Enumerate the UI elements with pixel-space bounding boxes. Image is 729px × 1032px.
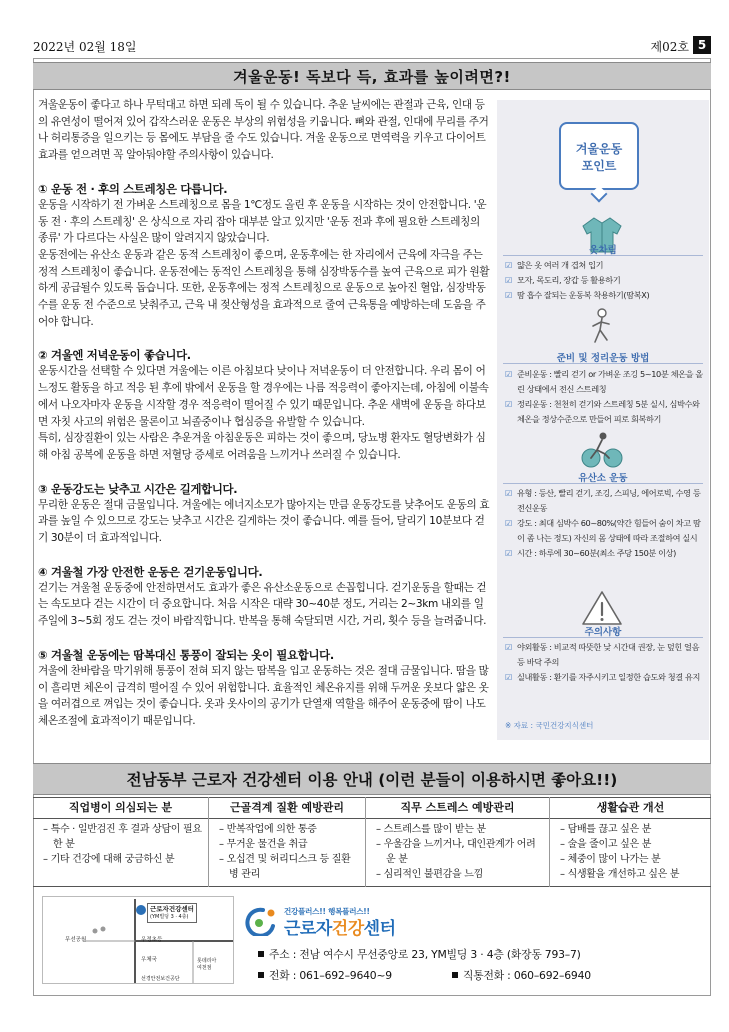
grid-item: – 스트레스를 많이 받는 분 (376, 824, 486, 835)
grid-column-lifestyle (550, 797, 711, 887)
center-address: 주소 : 전남 여수시 무선중앙로 23, YM빌딩 3 · 4층 (화장동 793–7) (258, 947, 581, 962)
grid-item: – 체중이 많이 나가는 분 (560, 854, 661, 865)
map-label: 무선공원 (65, 937, 87, 943)
sidebar-heading-warmup: 준비 및 정리운동 방법 (556, 353, 650, 364)
grid-body (209, 819, 365, 882)
winter-exercise-sidebar (497, 100, 709, 740)
grid-item: – 담배를 끊고 싶은 분 (560, 824, 652, 835)
grid-item: – 술을 줄이고 싶은 분 (560, 839, 652, 850)
bullet-icon (258, 951, 264, 957)
logo-name: 근로자건강센터 (284, 919, 396, 939)
section-heading: ③ 운동강도는 낮추고 시간은 길게합니다. (38, 481, 238, 496)
badge-line1: 겨울운동 (575, 142, 623, 156)
section-paragraph: 특히, 심장질환이 있는 사람은 추운겨울 아침운동은 피하는 것이 좋으며, 당뇨병 환자도 혈당변화가 심해 아침 공복에 운동을 하면 저혈당 증세로 어려움을 느끼거나 쓰러질 수 있습니다. (38, 432, 486, 461)
grid-body (550, 819, 711, 882)
badge-line2: 포인트 (581, 159, 617, 173)
list-item: ☑ 유형 : 등산, 빨리 걷기, 조깅, 스피닝, 에어로빅, 수영 등 전신운동 (505, 488, 701, 513)
grid-item: – 무거운 물건을 취급 (219, 839, 308, 850)
map-label: 여천점 (197, 965, 212, 971)
sidebar-source: ※ 자료 : 국민건강지식센터 (505, 721, 594, 730)
map-label: 롯데리아 (197, 958, 217, 964)
map-label: 선경안전보건공단 (141, 976, 180, 982)
check-icon: ☑ (505, 519, 512, 528)
grid-header: 직무 스트레스 예방관리 (366, 797, 549, 819)
map-label: 우체국 (141, 957, 157, 963)
check-icon: ☑ (505, 673, 512, 682)
check-icon: ☑ (505, 643, 512, 652)
center-phone: 전화 : 061–692–9640~9 (258, 968, 392, 983)
sidebar-heading-clothing: 옷차림 (589, 245, 617, 256)
grid-item: – 오십견 및 허리디스크 등 질환병 관리 (219, 854, 351, 880)
sidebar-rule (503, 483, 703, 484)
grid-item: – 심리적인 불편감을 느낌 (376, 869, 483, 880)
article-title: 겨울운동! 독보다 득, 효과를 높이려면?! (33, 62, 711, 90)
sidebar-heading-cautions: 주의사항 (584, 627, 622, 638)
check-icon: ☑ (505, 370, 512, 379)
warning-icon (579, 588, 625, 628)
list-item: ☑ 준비운동 : 빨리 걷기 or 가벼운 조깅 5~10분 체온을 올린 상태에서 전신 스트레칭 (505, 369, 703, 394)
grid-column-stress (366, 797, 550, 887)
list-item: ☑ 땀 흡수 잘되는 운동복 착용하기(땀복X) (505, 288, 705, 303)
section-paragraph: 운동을 시작하기 전 가벼운 스트레칭으로 몸을 1℃정도 올린 후 운동을 시작하는 것이 안전합니다. '운동 전 · 후의 스트레칭' 은 상식으로 자리 잡아 대부분 알고 있지만 '운동 전과 후에 필요한 스트레칭의 종류' 가 다르다는 사실은 많이 알려지지 않았습니다. (38, 198, 487, 245)
sidebar-list-warmup (505, 367, 705, 427)
check-icon: ☑ (505, 549, 512, 558)
stretching-person-icon (579, 306, 625, 346)
list-item: ☑ 얇은 옷 여러 개 겹쳐 입기 (505, 258, 705, 273)
article-intro: 겨울운동이 좋다고 하나 무턱대고 하면 되레 독이 될 수 있습니다. 추운 날씨에는 관절과 근육, 인대 등의 유연성이 떨어져 있어 갑작스러운 운동은 부상의 위험성을 키웁니다. 뼈와 관절, 인대에 무리를 주거나 허리통증을 일으키는 등 몸에도 부담을 줄 수도 있습니다. 겨울 운동으로 면역력을 키우고 다이어트 효과를 얻으려면 꼭 알아둬야할 주의사항이 있습니다. (38, 99, 489, 162)
center-logo-icon (243, 906, 277, 936)
section-paragraph: 운동시간을 선택할 수 있다면 겨울에는 이른 아침보다 낮이나 저녁운동이 더 안전합니다. 우리 몸이 어느정도 활동을 하고 적응 된 후에 밖에서 운동을 할 경우에는 나름 적응력이 좋아지는데, 아침에 이불속에서 나오자마자 운동을 시작할 경우 적응력이 떨어질 수 있기 때문입니다. 추운 새벽에 운동을 하다보면 자칫 사고의 위험은 물론이고 뇌졸중이나 협심증을 유발할 수 있습니다. (38, 365, 489, 428)
check-icon: ☑ (505, 489, 512, 498)
grid-body (366, 819, 549, 882)
grid-item: – 반복작업에 의한 통증 (219, 824, 317, 835)
issue-date: 2022년 02월 18일 (33, 40, 137, 54)
check-icon: ☑ (505, 276, 512, 285)
sidebar-heading-aerobic: 유산소 운동 (578, 473, 628, 484)
section-paragraph: 겨울에 찬바람을 막기위해 통풍이 전혀 되지 않는 땀복을 입고 운동하는 것은 절대 금물입니다. 땀을 많이 흘리면 체온이 급격히 떨어질 수 있어 위험합니다. 효율적인 체온유지를 위해 두꺼운 옷보다 얇은 옷을 여러겹으로 껴입는 것이 좋습니다. 옷과 옷사이의 공기가 단열재 역할을 해주어 운동중에 땀이 나도 체온조절에 효과적이기 때문입니다. (38, 664, 489, 727)
center-info-title: 전남동부 근로자 건강센터 이용 안내 (이런 분들이 이용하시면 좋아요!!) (33, 763, 711, 795)
sidebar-list-clothing (505, 258, 705, 303)
map-center-label: 근로자건강센터 (YM빌딩 3 · 4층) (147, 903, 197, 923)
section-paragraph: 걷기는 겨울철 운동중에 안전하면서도 효과가 좋은 유산소운동으로 손꼽힙니다. 걷기운동을 할때는 걷는 속도보다 걷는 시간이 더 중요합니다. 처음 시작은 대략 30~40분 정도, 거리는 2~3km 내외를 일주일에 3~5회 정도 걷는 것이 바람직합니다. 반복을 통해 숙달되면 시간, 거리, 횟수 등을 늘려줍니다. (38, 581, 487, 628)
map-label: 우정초등 (141, 937, 163, 943)
grid-item: – 우울감을 느끼거나, 대인관계가 어려운 분 (376, 839, 536, 865)
section-heading: ② 겨울엔 저녁운동이 좋습니다. (38, 348, 191, 363)
sidebar-list-cautions (505, 631, 705, 685)
grid-header: 생활습관 개선 (550, 797, 711, 819)
list-item: ☑ 강도 : 최대 심박수 60~80%(약간 힘들어 숨이 차고 땀이 좀 나는 정도) 자신의 몸 상태에 따라 조절하여 실시 (505, 518, 701, 543)
badge-box (559, 122, 639, 190)
list-item: ☑ 모자, 목도리, 장갑 등 활용하기 (505, 273, 705, 288)
section-paragraph: 운동전에는 유산소 운동과 같은 동적 스트레칭이 좋으며, 운동후에는 한 자리에서 근육에 자극을 주는 정적 스트레칭이 좋습니다. 운동전에는 동적인 스트레칭을 통해 심장박동수를 높여 근육으로 피가 원활하게 공급될수 있도록 돕습니다. 또한, 운동후에는 정적 스트레칭으로 운동으로 높아진 혈압, 심장박동수를 운동 전 수준으로 낮춰주고, 근육 내 젖산형성을 효과적으로 줄여 근육통을 예방하는데 도움을 주어야 합니다. (38, 248, 490, 328)
check-icon: ☑ (505, 291, 512, 300)
grid-column-occupational (33, 797, 209, 887)
check-icon: ☑ (505, 261, 512, 270)
list-item: ☑ 야외활동 : 비교적 따뜻한 낮 시간대 권장, 눈 덮힌 얼음 등 바닥 주의 (505, 642, 700, 667)
grid-item: – 식생활을 개선하고 싶은 분 (560, 869, 680, 880)
section-paragraph: 무리한 운동은 절대 금물입니다. 겨울에는 에너지소모가 많아지는 만큼 운동강도를 낮추어도 운동의 효과를 높일 수 있으므로 강도는 낮추고 시간은 길게하는 것이 좋습니다. 예를 들어, 달리기 10분보다 걷기 30분이 더 효과적입니다. (38, 498, 490, 545)
bullet-icon (258, 972, 264, 978)
location-map (42, 896, 234, 984)
sidebar-rule (503, 255, 703, 256)
grid-body (33, 819, 208, 867)
sidebar-badge (553, 116, 645, 198)
grid-item: – 특수 · 일반검진 후 결과 상담이 필요한 분 (43, 824, 202, 850)
check-icon: ☑ (505, 400, 512, 409)
cyclist-icon (579, 430, 625, 470)
sidebar-rule (503, 363, 703, 364)
list-item: ☑ 실내활동 : 환기를 자주시키고 일정한 습도와 청결 유지 (505, 670, 705, 685)
page-header (33, 36, 711, 56)
section-heading: ④ 겨울철 가장 안전한 운동은 걷기운동입니다. (38, 564, 263, 579)
issue-number: 제02호 (650, 40, 689, 54)
center-direct-phone: 직통전화 : 060–692–6940 (452, 968, 591, 983)
grid-item: – 기타 건강에 대해 궁금하신 분 (43, 854, 175, 865)
target-users-grid (33, 797, 711, 887)
article-body (38, 97, 490, 730)
list-item: ☑ 정리운동 : 천천히 걷기와 스트레칭 5분 실시, 심박수와 체온을 정상수준으로 만들어 피로 회복하기 (505, 399, 700, 424)
section-heading: ① 운동 전 · 후의 스트레칭은 다릅니다. (38, 181, 228, 196)
logo-tagline: 건강플러스!! 행복플러스!! (284, 907, 370, 916)
bullet-icon (452, 972, 458, 978)
grid-column-musculoskeletal (209, 797, 366, 887)
section-heading: ⑤ 겨울철 운동에는 땀복대신 통풍이 잘되는 옷이 필요합니다. (38, 647, 334, 662)
page-number: 5 (693, 36, 711, 54)
grid-header: 근골격계 질환 예방관리 (209, 797, 365, 819)
grid-header: 직업병이 의심되는 분 (33, 797, 208, 819)
sidebar-list-aerobic (505, 486, 705, 561)
list-item: ☑ 시간 : 하루에 30~60분(최소 주당 150분 이상) (505, 546, 705, 561)
